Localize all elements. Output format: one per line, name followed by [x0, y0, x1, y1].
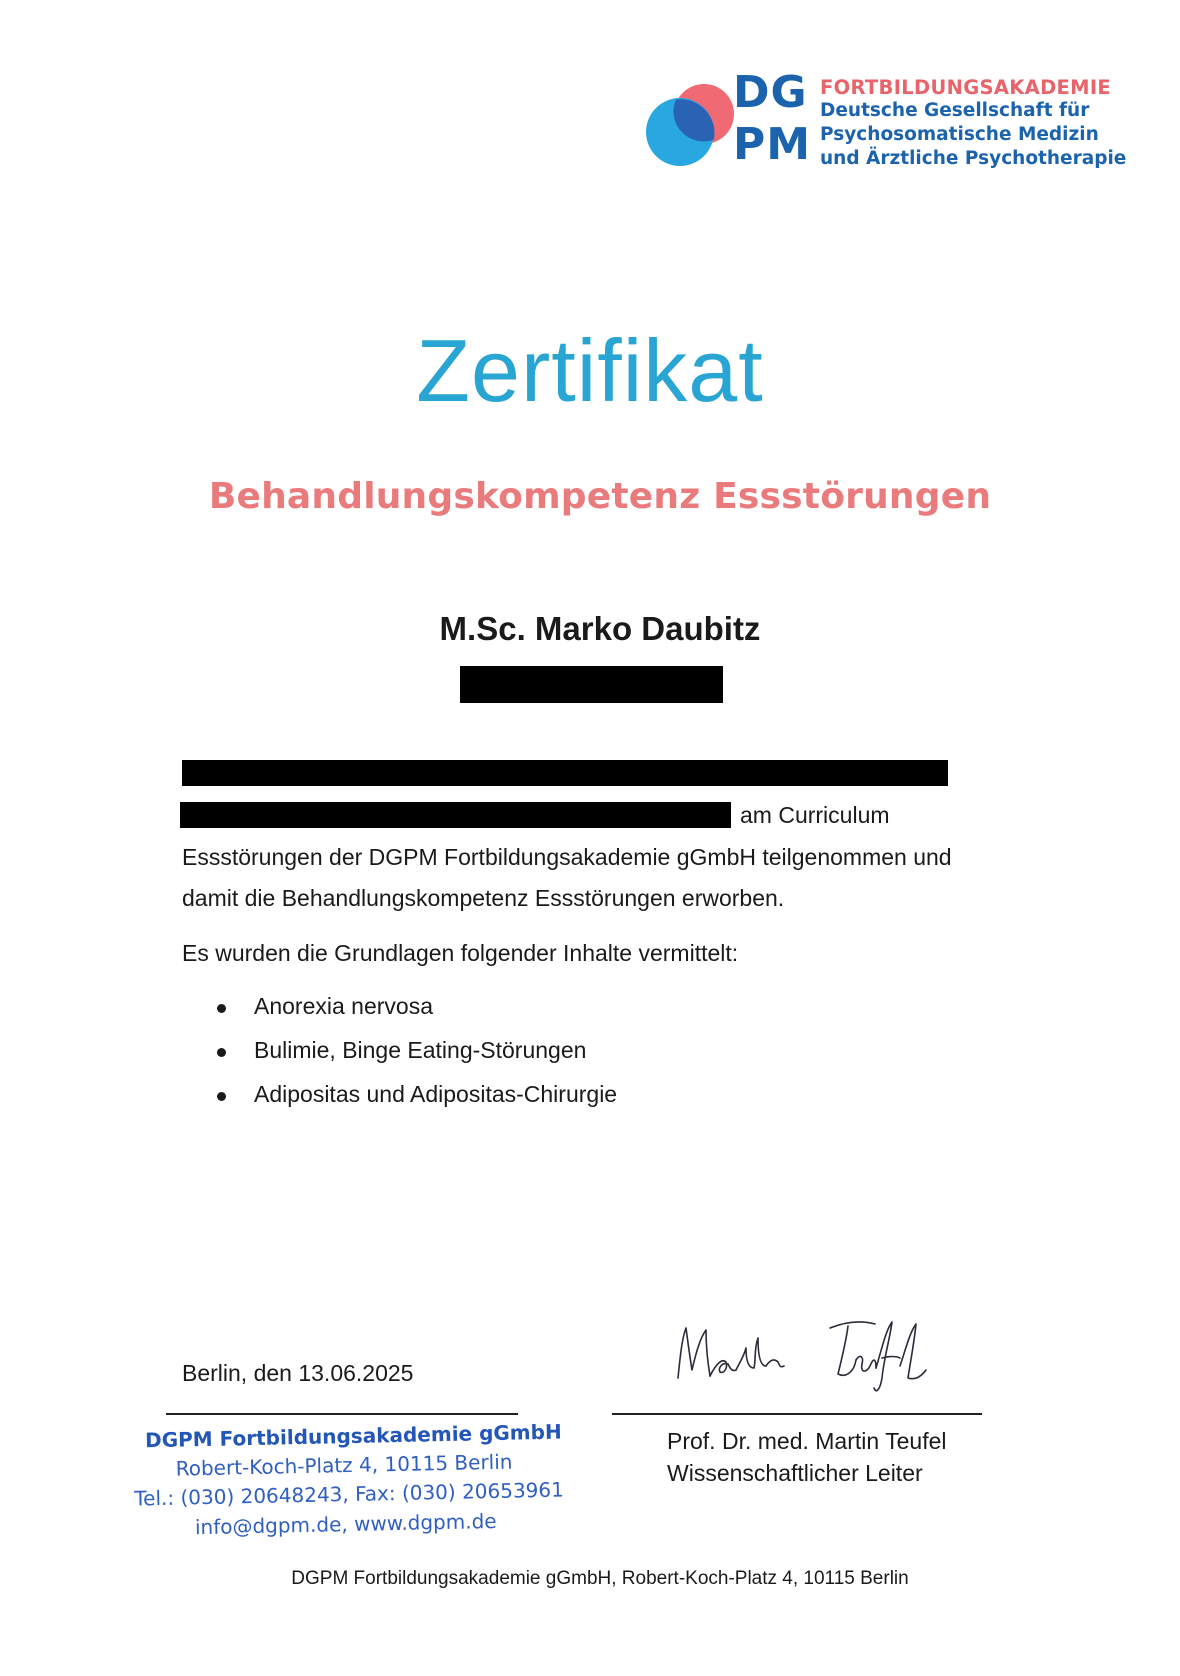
signature-line-right — [612, 1413, 982, 1415]
recipient-name: M.Sc. Marko Daubitz — [439, 610, 761, 647]
footer-address: DGPM Fortbildungsakademie gGmbH, Robert-Koch-Platz 4, 10115 Berlin — [291, 1568, 909, 1589]
list-item: Anorexia nervosa — [254, 993, 433, 1019]
intro-text-end: am Curriculum — [740, 802, 890, 828]
signer-name: Prof. Dr. med. Martin Teufel — [667, 1428, 947, 1454]
certificate-title: Zertifikat — [416, 321, 764, 420]
logo-academy-label: FORTBILDUNGSAKADEMIE — [820, 76, 1112, 99]
logo-letters-pm: PM — [733, 119, 812, 170]
handwritten-signature — [670, 1308, 970, 1398]
intro-text-line-2: Essstörungen der DGPM Fortbildungsakademie gGmbH teilgenommen und — [182, 844, 952, 870]
logo-society-line-2: Psychosomatische Medizin — [820, 124, 1099, 145]
stamp-phone-fax: Tel.: (030) 20648243, Fax: (030) 20653961 — [134, 1477, 565, 1511]
signer-role: Wissenschaftlicher Leiter — [667, 1460, 923, 1486]
stamp-address: Robert-Koch-Platz 4, 10115 Berlin — [175, 1449, 513, 1481]
bullet-icon — [217, 1004, 226, 1013]
logo-society-line-1: Deutsche Gesellschaft für — [820, 100, 1090, 121]
bullet-icon — [217, 1048, 226, 1057]
redaction-bar — [182, 760, 948, 786]
redaction-bar — [180, 802, 731, 828]
stamp-company-name: DGPM Fortbildungsakademie gGmbH — [144, 1419, 562, 1453]
logo-letters-dg: DG — [733, 67, 808, 118]
company-stamp — [129, 1415, 571, 1544]
place-date: Berlin, den 13.06.2025 — [182, 1360, 414, 1386]
list-item: Bulimie, Binge Eating-Störungen — [254, 1037, 587, 1063]
certificate-subtitle: Behandlungskompetenz Essstörungen — [208, 476, 992, 517]
logo-society-line-3: und Ärztliche Psychotherapie — [820, 148, 1127, 169]
contents-intro: Es wurden die Grundlagen folgender Inhalte vermittelt: — [182, 940, 739, 966]
stamp-web-email: info@dgpm.de, www.dgpm.de — [194, 1508, 497, 1540]
bullet-icon — [217, 1092, 226, 1101]
intro-text-line-3: damit die Behandlungskompetenz Essstörungen erworben. — [182, 885, 785, 911]
signature-line-left — [166, 1413, 518, 1415]
redaction-bar — [460, 666, 723, 703]
list-item: Adipositas und Adipositas-Chirurgie — [254, 1081, 618, 1107]
